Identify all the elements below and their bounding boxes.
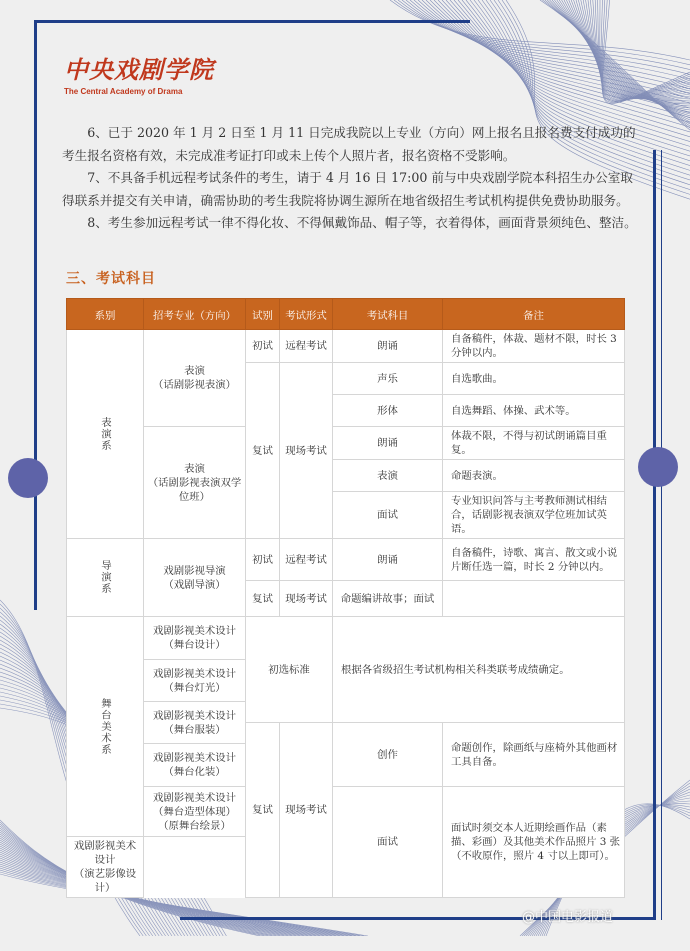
stage-cell: 复试 <box>246 581 280 617</box>
paragraph-6: 6、已于 2020 年 1 月 2 日至 1 月 11 日完成我院以上专业（方向）网上报名且报名费支付成功的考生报名资格有效，未完成准考证打印或未上传个人照片者，报名资格不受影响。 <box>62 125 636 163</box>
section-title: 三、考试科目 <box>66 271 156 287</box>
subject-cell: 声乐 <box>333 363 443 395</box>
paragraph-7: 7、不具备手机远程考试条件的考生，请于 4 月 16 日 17:00 前与中央戏剧学院本科招生办公室取得联系并提交有关申请，确需协助的考生我院将协调生源所在地省级招生考试机构提供免费协助服务。 <box>62 170 633 208</box>
note-cell: 根据各省级招生考试机构相关科类联考成绩确定。 <box>333 617 625 723</box>
note-cell: 自备稿件，体裁、题材不限，时长 3 分钟以内。 <box>443 330 625 363</box>
dept-cell <box>67 539 144 617</box>
note-cell: 体裁不限，不得与初试朗诵篇目重复。 <box>443 427 625 460</box>
form-cell: 远程考试 <box>280 539 333 581</box>
major-cell: 戏剧影视美术设计 （舞台设计） <box>144 617 246 660</box>
frame-right-thin-line <box>661 150 662 920</box>
dept-label: 舞台美术系 <box>99 698 111 755</box>
dept-cell <box>67 617 144 837</box>
academy-logo <box>64 50 214 96</box>
note-cell: 自选歌曲。 <box>443 363 625 395</box>
dept-cell <box>67 330 144 539</box>
form-cell: 现场考试 <box>280 581 333 617</box>
dept-label: 表演系 <box>99 416 111 452</box>
table-row <box>67 330 625 363</box>
major-cell: 戏剧影视美术设计 （舞台灯光） <box>144 660 246 702</box>
notice-paragraphs <box>62 122 640 235</box>
right-circle-dot <box>638 447 678 487</box>
exam-subjects-table <box>66 298 625 898</box>
paragraph-8: 8、考生参加远程考试一律不得化妆、不得佩戴饰品、帽子等，衣着得体，画面背景须纯色、整洁。 <box>87 215 637 230</box>
note-cell: 专业知识问答与主考教师测试相结合，话剧影视表演双学位班加试英语。 <box>443 492 625 539</box>
stage-cell: 初选标准 <box>246 617 333 723</box>
subject-cell: 朗诵 <box>333 539 443 581</box>
major-cell: 表演 （话剧影视表演双学位班） <box>144 427 246 539</box>
frame-left-line <box>34 20 37 610</box>
major-cell: 戏剧影视美术设计 （舞台化装） <box>144 744 246 787</box>
form-cell: 现场考试 <box>280 723 333 898</box>
subject-cell: 表演 <box>333 460 443 492</box>
header-stage: 试别 <box>246 299 280 330</box>
stage-cell: 初试 <box>246 330 280 363</box>
stage-cell: 复试 <box>246 363 280 539</box>
form-cell: 现场考试 <box>280 363 333 539</box>
header-note: 备注 <box>443 299 625 330</box>
subject-cell: 形体 <box>333 395 443 427</box>
left-circle-dot <box>8 458 48 498</box>
subject-cell: 朗诵 <box>333 330 443 363</box>
stage-cell: 复试 <box>246 723 280 898</box>
major-cell: 戏剧影视美术设计 （演艺影像设计） <box>67 837 144 898</box>
note-cell: 命题创作，除画纸与座椅外其他画材工具自备。 <box>443 723 625 787</box>
logo-english: The Central Academy of Drama <box>64 87 183 96</box>
stage-cell: 初试 <box>246 539 280 581</box>
table-header-row <box>67 299 625 330</box>
table-row <box>67 427 625 460</box>
table-row <box>67 539 625 581</box>
header-major: 招考专业（方向） <box>144 299 246 330</box>
frame-top-line <box>34 20 470 23</box>
note-cell: 自选舞蹈、体操、武术等。 <box>443 395 625 427</box>
dept-label: 导演系 <box>99 560 111 595</box>
note-cell: 命题表演。 <box>443 460 625 492</box>
frame-right-line <box>653 150 656 920</box>
table-row <box>67 617 625 660</box>
major-cell: 戏剧影视美术设计 （舞台服装） <box>144 702 246 744</box>
major-cell: 表演 （话剧影视表演） <box>144 330 246 427</box>
note-cell: 自备稿件，诗歌、寓言、散文或小说片断任选一篇，时长 2 分钟以内。 <box>443 539 625 581</box>
header-subject: 考试科目 <box>333 299 443 330</box>
note-cell <box>443 581 625 617</box>
subject-cell: 面试 <box>333 787 443 898</box>
subject-cell: 命题编讲故事；面试 <box>333 581 443 617</box>
weibo-watermark: @中国电影报道 <box>522 910 614 925</box>
major-cell: 戏剧影视导演 （戏剧导演） <box>144 539 246 617</box>
subject-cell: 朗诵 <box>333 427 443 460</box>
header-form: 考试形式 <box>280 299 333 330</box>
header-dept: 系别 <box>67 299 144 330</box>
logo-chinese: 中央戏剧学院 <box>64 55 214 84</box>
form-cell: 远程考试 <box>280 330 333 363</box>
table-row <box>67 787 625 837</box>
subject-cell: 创作 <box>333 723 443 787</box>
major-cell: 戏剧影视美术设计 （舞台造型体现） （原舞台绘景） <box>144 787 246 837</box>
note-cell: 面试时须交本人近期绘画作品（素描、彩画）及其他美术作品照片 3 张（不收原作，照片 4 寸以上即可）。 <box>443 787 625 898</box>
subject-cell: 面试 <box>333 492 443 539</box>
